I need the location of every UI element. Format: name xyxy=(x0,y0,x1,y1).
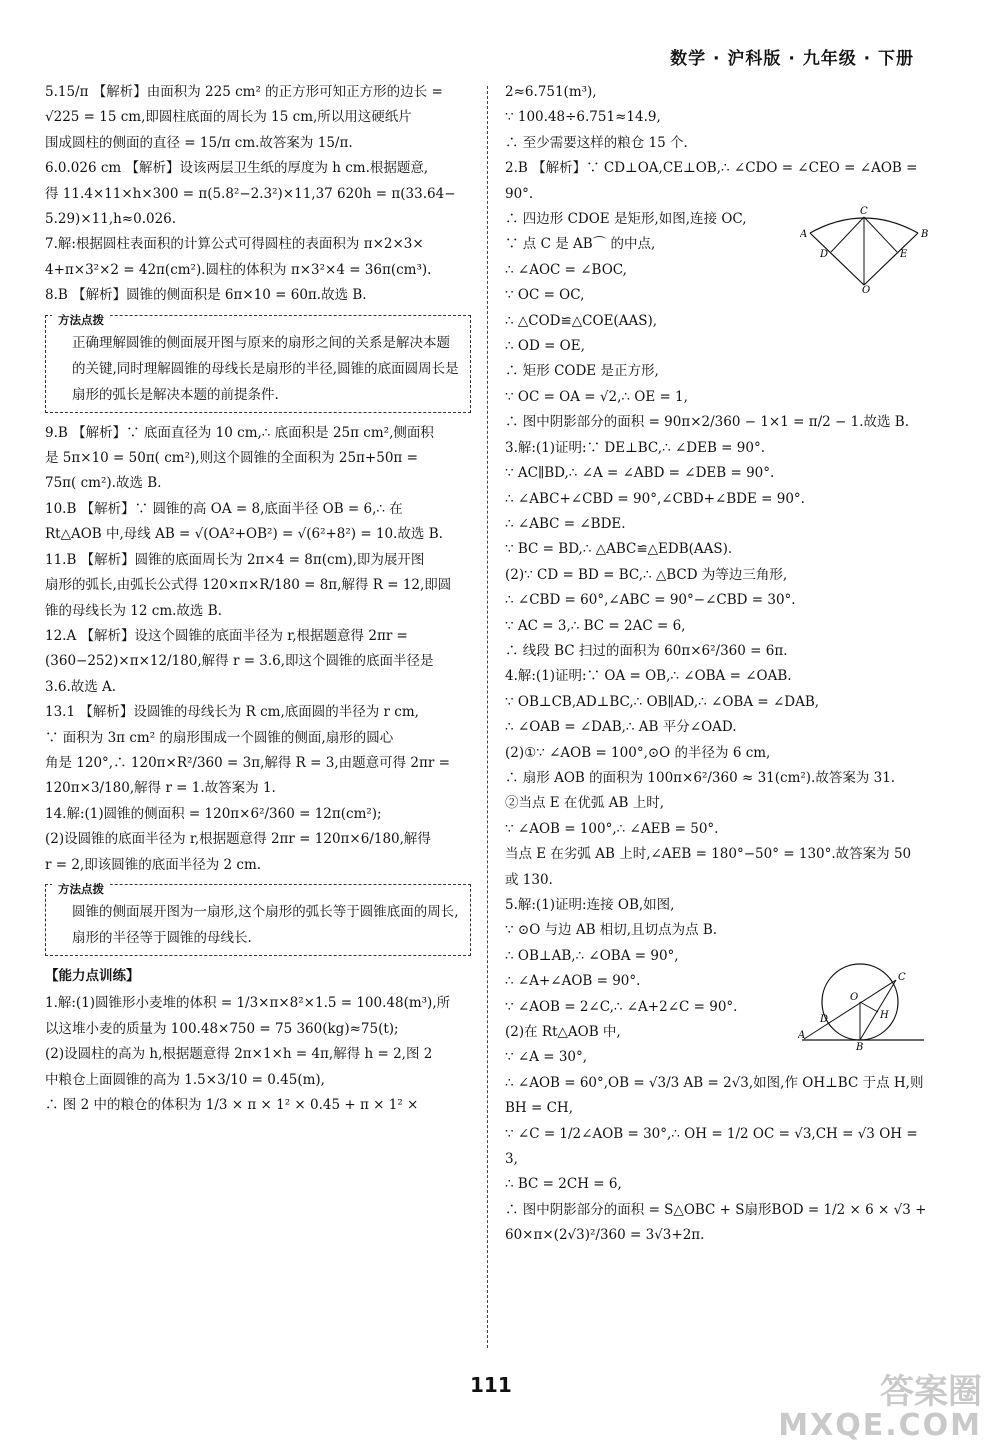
text-line: ∵ ∠C = 1/2∠AOB = 30°,∴ OH = 1/2 OC = √3,CH = √3 OH = 3, xyxy=(505,1125,918,1168)
text-line: ∴ OB⊥AB,∴ ∠OBA = 90°, xyxy=(505,947,679,964)
text-line: 角是 120°,∴ 120π×R²/360 = 3π,解得 R = 3,由题意可得 2πr = xyxy=(45,754,450,771)
text-line: ∴ 扇形 AOB 的面积为 100π×6²/360 ≈ 31(cm²).故答案为 31. xyxy=(505,769,896,786)
text-line: √225 = 15 cm,即圆柱底面的周长为 15 cm,所以用这硬纸片 xyxy=(45,109,412,126)
text-line: ∴ BC = 2CH = 6, xyxy=(505,1176,622,1193)
text-line: 4+π×3²×2 = 42π(cm²).圆柱的体积为 π×3²×4 = 36π(cm³). xyxy=(45,261,432,278)
text-line: ∴ ∠OAB = ∠DAB,∴ AB 平分∠OAD. xyxy=(505,719,737,736)
radius-ob xyxy=(864,233,918,285)
segment-bc xyxy=(860,980,896,1040)
text-line: ∵ ∠AOB = 100°,∴ ∠AEB = 50°. xyxy=(505,820,719,837)
text-line: ∴ ∠CBD = 60°,∠ABC = 90°−∠CBD = 30°. xyxy=(505,592,796,609)
label-d: D xyxy=(820,1014,829,1025)
text-line: ∵ 面积为 3π cm² 的扇形围成一个圆锥的侧面,扇形的圆心 xyxy=(45,729,394,746)
text-line: ∴ ∠ABC+∠CBD = 90°,∠CBD+∠BDE = 90°. xyxy=(505,490,805,507)
text-line: (2)设圆锥的底面半径为 r,根据题意得 2πr = 120π×6/180,解得 xyxy=(45,831,431,848)
text-line: ∴ 矩形 CODE 是正方形, xyxy=(505,363,659,380)
running-header: 数学 · 沪科版 · 九年级 · 下册 xyxy=(670,49,914,69)
text-line: ∴ 图 2 中的粮仓的体积为 1/3 × π × 1² × 0.45 + π × 1² × xyxy=(45,1097,419,1113)
text-line: 5.解:(1)证明:连接 OB,如图, xyxy=(505,897,675,913)
section-heading: 【能力点训练】 xyxy=(45,967,140,984)
column-divider xyxy=(487,86,488,1348)
text-line: 8.B 【解析】圆锥的侧面积是 6π×10 = 60π.故选 B. xyxy=(45,287,367,304)
text-line: 13.1 【解析】设圆锥的母线长为 R cm,底面圆的半径为 r cm, xyxy=(45,704,419,721)
text-line: 4.解:(1)证明:∵ OA = OB,∴ ∠OBA = ∠OAB. xyxy=(505,668,792,685)
label-o: O xyxy=(850,992,859,1003)
text-line: (2)在 Rt△AOB 中, xyxy=(505,1024,621,1041)
text-line: ∴ 至少需要这样的粮仓 15 个. xyxy=(505,134,688,151)
text-line: 1.解:(1)圆锥形小麦堆的体积 = 1/3×π×8²×1.5 = 100.48(m³),所 xyxy=(45,995,451,1012)
text-line: ∴ ∠AOB = 60°,OB = √3/3 AB = 2√3,如图,作 OH⊥BC 于点 H,则 xyxy=(505,1074,924,1091)
left-column xyxy=(45,80,471,1118)
watermark xyxy=(778,1372,982,1443)
text-line: 以这堆小麦的质量为 100.48×750 = 75 360(kg)≈75(t); xyxy=(45,1020,399,1037)
page-number: 111 xyxy=(470,1373,512,1397)
label-d: D xyxy=(820,249,829,260)
watermark-line1: 答案圈 xyxy=(880,1372,982,1412)
text-line: ∵ ∠AOB = 2∠C,∴ ∠A+2∠C = 90°. xyxy=(505,998,738,1015)
text-line: 9.B 【解析】∵ 底面直径为 10 cm,∴ 底面积是 25π cm²,侧面积 xyxy=(45,424,434,441)
watermark-line2: MXQE.COM xyxy=(778,1408,982,1443)
text-line: 75π( cm²).故选 B. xyxy=(45,475,162,492)
text-line: ∴ 线段 BC 扫过的面积为 60π×6²/360 = 6π. xyxy=(505,642,788,659)
tangent-circle-figure xyxy=(798,962,928,1050)
text-line: 60×π×(2√3)²/360 = 3√3+2π. xyxy=(505,1227,705,1244)
text-line: ∴ ∠ABC = ∠BDE. xyxy=(505,515,626,532)
text-line: 或 130. xyxy=(505,871,553,888)
text-line: 11.B 【解析】圆锥的底面周长为 2π×4 = 8π(cm),即为展开图 xyxy=(45,551,425,568)
text-line: ∵ ∠A = 30°, xyxy=(505,1049,588,1066)
text-line: 5.29)×11,h≈0.026. xyxy=(45,211,177,228)
text-line: 当点 E 在劣弧 AB 上时,∠AEB = 180°−50° = 130°.故答案为 50 xyxy=(505,846,912,863)
text-line: ∵ 100.48÷6.751≈14.9, xyxy=(505,109,661,126)
text-line: 2.B 【解析】∵ CD⊥OA,CE⊥OB,∴ ∠CDO = ∠CEO = ∠AOB = 90°. xyxy=(505,160,918,202)
text-line: BH = CH, xyxy=(505,1100,573,1117)
text-line: ∵ AC∥BD,∴ ∠A = ∠ABD = ∠DEB = 90°. xyxy=(505,465,775,482)
text-line: (360−252)×π×12/180,解得 r = 3.6,即这个圆锥的底面半径是 xyxy=(45,653,434,670)
label-c: C xyxy=(860,206,868,217)
method-tip-text: 正确理解圆锥的侧面展开图与原来的扇形之间的关系是解决本题的关键,同时理解圆锥的母线长是扇形的半径,圆锥的底面圆周长是扇形的弧长是解决本题的前提条件. xyxy=(72,334,459,403)
text-line: ∴ OD = OE, xyxy=(505,338,585,355)
label-a: A xyxy=(800,229,808,240)
text-line: 6.0.026 cm 【解析】设该两层卫生纸的厚度为 h cm.根据题意, xyxy=(45,160,429,177)
label-b: B xyxy=(856,1042,864,1050)
radius-oa xyxy=(810,233,864,285)
text-line: 7.解:根据圆柱表面积的计算公式可得圆柱的表面积为 π×2×3× xyxy=(45,236,424,253)
text-line: 120π×3/180,解得 r = 1.故答案为 1. xyxy=(45,780,276,797)
text-line: 2≈6.751(m³), xyxy=(505,84,597,100)
text-line: r = 2,即该圆锥的底面半径为 2 cm. xyxy=(45,856,262,873)
text-line: ∵ OC = OC, xyxy=(505,287,585,304)
method-tip-title: 方法点拨 xyxy=(52,307,110,333)
text-line: ∵ BC = BD,∴ △ABC≌△EDB(AAS). xyxy=(505,541,733,558)
text-line: Rt△AOB 中,母线 AB = √(OA²+OB²) = √(6²+8²) = 10.故选 B. xyxy=(45,526,443,543)
text-line: 3.解:(1)证明:∵ DE⊥BC,∴ ∠DEB = 90°. xyxy=(505,439,765,456)
text-line: 14.解:(1)圆锥的侧面积 = 120π×6²/360 = 12π(cm²); xyxy=(45,805,382,822)
text-line: ∵ AC = 3,∴ BC = 2AC = 6, xyxy=(505,617,686,634)
text-line: ∴ △COD≌△COE(AAS), xyxy=(505,312,658,329)
text-line: ∴ 图中阴影部分的面积 = 90π×2/360 − 1×1 = π/2 − 1.故选 B. xyxy=(505,414,910,431)
text-line: 得 11.4×11×h×300 = π(5.8²−2.3²)×11,37 620h = π(33.64− xyxy=(45,185,456,202)
text-line: 3.6.故选 A. xyxy=(45,678,117,695)
text-line: ∴ ∠A+∠AOB = 90°. xyxy=(505,973,641,990)
text-line: ∴ 图中阴影部分的面积 = S△OBC + S扇形BOD = 1/2 × 6 × √3 + xyxy=(505,1201,927,1218)
text-line: ∵ OC = OA = √2,∴ OE = 1, xyxy=(505,388,688,405)
text-line: 锥的母线长为 12 cm.故选 B. xyxy=(45,602,222,619)
method-tip-box-2 xyxy=(45,881,471,956)
text-line: ∵ 点 C 是 AB⌒ 的中点, xyxy=(505,236,656,253)
text-line: 10.B 【解析】∵ 圆锥的高 OA = 8,底面半径 OB = 6,∴ 在 xyxy=(45,500,403,517)
text-line: (2)∵ CD = BD = BC,∴ △BCD 为等边三角形, xyxy=(505,566,788,583)
text-line: 围成圆柱的侧面的直径 = 15/π cm.故答案为 15/π. xyxy=(45,134,353,151)
method-tip-title: 方法点拨 xyxy=(52,876,110,902)
method-tip-text: 圆锥的侧面展开图为一扇形,这个扇形的弧长等于圆锥底面的周长,扇形的半径等于圆锥的母线长. xyxy=(72,903,459,946)
label-e: E xyxy=(900,249,908,260)
text-line: ∵ OB⊥CB,AD⊥BC,∴ OB∥AD,∴ ∠OBA = ∠DAB, xyxy=(505,693,820,710)
label-a: A xyxy=(798,1030,806,1041)
text-line: 5.15/π 【解析】由面积为 225 cm² 的正方形可知正方形的边长 = xyxy=(45,84,443,100)
text-line: ∴ ∠AOC = ∠BOC, xyxy=(505,261,627,278)
text-line: 扇形的弧长,由弧长公式得 120×π×R/180 = 8π,解得 R = 12,即圆 xyxy=(45,577,452,594)
text-line: (2)①∵ ∠AOB = 100°,⊙O 的半径为 6 cm, xyxy=(505,744,771,761)
label-h: H xyxy=(880,1010,889,1021)
method-tip-box-1 xyxy=(45,312,471,413)
text-line: ∴ 四边形 CDOE 是矩形,如图,连接 OC, xyxy=(505,211,747,228)
sector-figure xyxy=(800,205,930,293)
label-o: O xyxy=(862,285,871,293)
text-line: ②当点 E 在优弧 AB 上时, xyxy=(505,795,664,812)
text-line: 是 5π×10 = 50π( cm²),则这个圆锥的全面积为 25π+50π = xyxy=(45,450,418,467)
label-b: B xyxy=(921,229,929,240)
text-line: ∵ ⊙O 与边 AB 相切,且切点为点 B. xyxy=(505,922,718,939)
text-line: (2)设圆柱的高为 h,根据题意得 2π×1×h = 4π,解得 h = 2,图 2 xyxy=(45,1046,433,1063)
segment-oh xyxy=(860,1002,878,1012)
text-line: 中粮仓上面圆锥的高为 1.5×3/10 = 0.45(m), xyxy=(45,1071,325,1088)
label-c: C xyxy=(898,972,906,983)
text-line: 12.A 【解析】设这个圆锥的底面半径为 r,根据题意得 2πr = xyxy=(45,627,408,644)
